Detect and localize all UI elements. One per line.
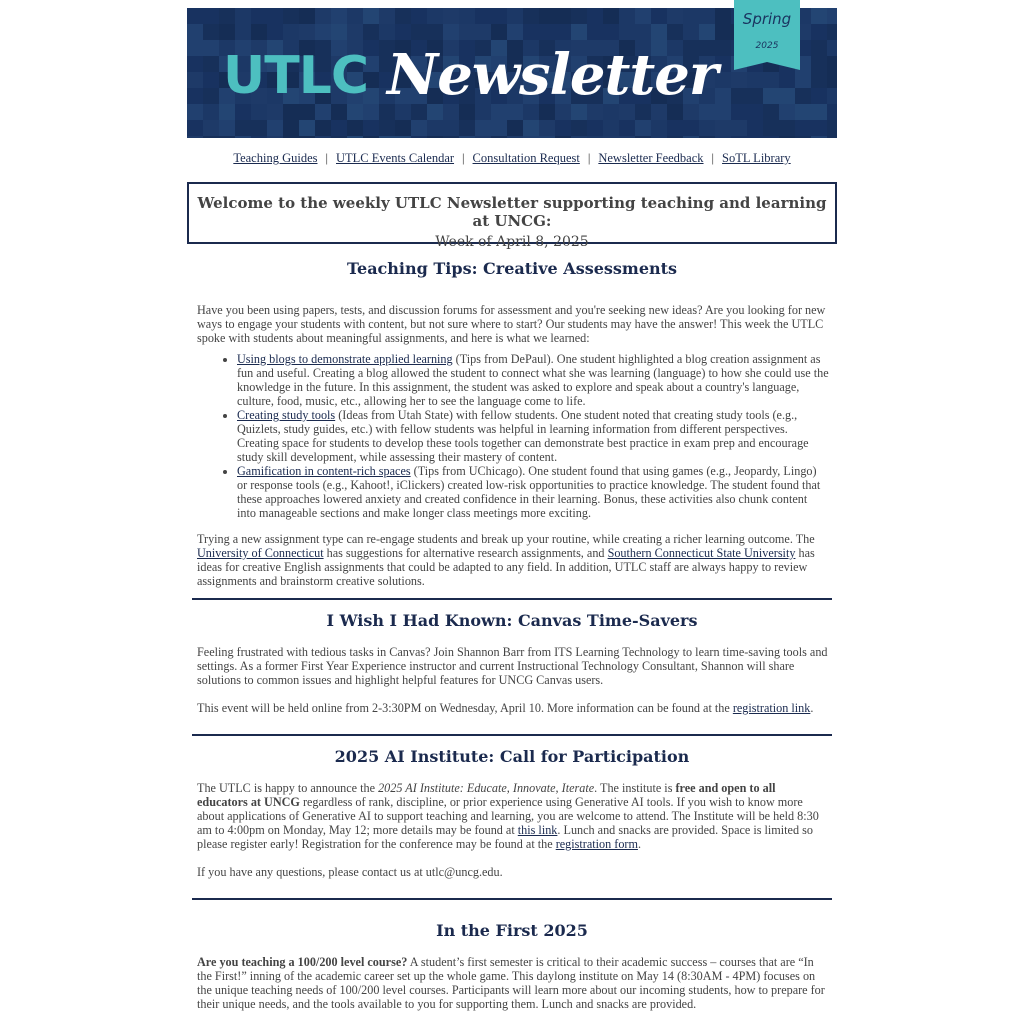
ai-institute-title: 2025 AI Institute: Educate, Innovate, Iterate — [378, 781, 595, 795]
banner-tile — [811, 56, 827, 72]
banner-tile — [523, 24, 539, 40]
banner-tile — [555, 120, 571, 136]
banner-tile — [251, 104, 267, 120]
banner-tile — [539, 136, 555, 138]
banner-tile — [491, 136, 507, 138]
banner-tile — [203, 24, 219, 40]
banner-tile — [667, 136, 683, 138]
banner-tile — [507, 8, 523, 24]
top-nav — [187, 151, 837, 166]
banner-tile — [523, 136, 539, 138]
nav-separator: | — [462, 151, 465, 165]
banner-tile — [411, 120, 427, 136]
banner-tile — [651, 24, 667, 40]
banner-tile — [219, 24, 235, 40]
banner-tile — [363, 8, 379, 24]
banner-tile — [315, 104, 331, 120]
banner-tile — [587, 136, 603, 138]
banner-tile — [635, 24, 651, 40]
ai-text: . Lunch and snacks are provided. Space is limited so please register early! Registration for the conference may be found at the — [197, 823, 813, 851]
outro-text: has ideas for creative English assignments that could be adapted to any field. In addition, UTLC staff are always happy to review assignments and brainstorm creative solutions. — [197, 546, 815, 588]
banner-tile — [347, 104, 363, 120]
nav-consultation-request[interactable]: Consultation Request — [472, 151, 580, 165]
banner-tile — [347, 8, 363, 24]
banner-tile — [331, 136, 347, 138]
banner-tile — [299, 104, 315, 120]
banner-tile — [763, 104, 779, 120]
banner-tile — [811, 88, 827, 104]
banner-tile — [603, 8, 619, 24]
banner-tile — [827, 104, 837, 120]
banner-tile — [411, 136, 427, 138]
banner-tile — [283, 136, 299, 138]
banner-tile — [827, 88, 837, 104]
ai-registration-form-link[interactable]: registration form — [555, 837, 638, 851]
banner-tile — [251, 24, 267, 40]
banner-tile — [683, 24, 699, 40]
banner-tile — [539, 120, 555, 136]
banner-tile — [363, 136, 379, 138]
banner-tile — [219, 104, 235, 120]
ai-institute-paragraph — [197, 781, 829, 851]
banner-tile — [267, 120, 283, 136]
banner-tile — [315, 8, 331, 24]
banner-tile — [475, 136, 491, 138]
nav-events-calendar[interactable]: UTLC Events Calendar — [336, 151, 455, 165]
banner-tile — [539, 24, 555, 40]
banner-tile — [459, 120, 475, 136]
banner-tile — [267, 104, 283, 120]
banner-tile — [747, 72, 763, 88]
banner-tile — [283, 104, 299, 120]
banner-tile — [779, 72, 795, 88]
banner-tile — [811, 40, 827, 56]
ai-institute-heading: 2025 AI Institute: Call for Participation — [334, 747, 690, 766]
banner-tile — [571, 24, 587, 40]
banner-tile — [379, 8, 395, 24]
banner-tile — [315, 24, 331, 40]
banner-tile — [251, 120, 267, 136]
banner-tile — [667, 8, 683, 24]
banner-tile — [187, 24, 203, 40]
season-label: Spring — [742, 10, 792, 28]
banner-tile — [203, 88, 219, 104]
list-item — [237, 352, 829, 408]
banner-tile — [443, 24, 459, 40]
banner-tile — [187, 136, 203, 138]
banner-tile — [715, 104, 731, 120]
banner-tile — [187, 88, 203, 104]
banner-tile — [635, 136, 651, 138]
banner-tile — [747, 136, 763, 138]
banner-tile — [331, 8, 347, 24]
nav-teaching-guides[interactable]: Teaching Guides — [233, 151, 318, 165]
ai-text: The UTLC is happy to announce the — [197, 781, 379, 795]
banner-tile — [347, 24, 363, 40]
banner-tile — [443, 120, 459, 136]
banner-tile — [811, 72, 827, 88]
season-year: 2025 — [755, 41, 779, 51]
banner-tile — [315, 120, 331, 136]
banner-tile — [731, 88, 747, 104]
banner-tile — [699, 120, 715, 136]
banner-tile — [555, 24, 571, 40]
banner-tile — [571, 136, 587, 138]
ai-text: . The institute is — [594, 781, 676, 795]
banner-tile — [395, 120, 411, 136]
banner-tile — [395, 8, 411, 24]
banner-tile — [475, 120, 491, 136]
teaching-tips-intro: Have you been using papers, tests, and discussion forums for assessment and you're seeking new ideas? Are you looking for new ways to engage your students with content, but not sure where to start? Our students may have the answer! This week the UTLC spoke with students about meaningful assignments, and here is what we learned: — [197, 303, 826, 345]
banner-tile — [587, 120, 603, 136]
nav-separator: | — [711, 151, 715, 165]
banner-tile — [299, 120, 315, 136]
banner-tile — [347, 136, 363, 138]
banner-tile — [747, 104, 763, 120]
banner-tile — [779, 136, 795, 138]
banner-tile — [619, 120, 635, 136]
canvas-event-end: . — [810, 701, 814, 715]
banner-tile — [827, 8, 837, 24]
list-item — [237, 464, 829, 520]
banner-tile — [603, 136, 619, 138]
banner-tile — [491, 8, 507, 24]
welcome-week: Week of April 8, 2025 — [435, 234, 589, 250]
banner-tile — [795, 120, 811, 136]
banner-tile — [715, 24, 731, 40]
banner-tile — [187, 104, 203, 120]
banner-tile — [395, 24, 411, 40]
banner-tile — [475, 24, 491, 40]
banner-tile — [715, 40, 731, 56]
teaching-tips-body — [197, 303, 829, 588]
banner-tile — [187, 56, 203, 72]
teaching-tips-outro — [197, 532, 829, 588]
banner-tile — [539, 8, 555, 24]
banner-tile — [379, 24, 395, 40]
banner-tile — [331, 104, 347, 120]
banner-tile — [443, 136, 459, 138]
canvas-event-paragraph — [197, 701, 829, 715]
banner-tile — [651, 136, 667, 138]
banner-tile — [731, 136, 747, 138]
list-item-text: (Tips from DePaul). One student highlighted a blog creation assignment as fun and useful. Creating a blog allowed the student to connect what she was learning (language) to how she could use the knowledge in the future. In this assignment, the student was asked to explore and speak about a country's language, culture, food, music, etc., allowing her to see the language come to life. — [237, 352, 829, 408]
list-item — [237, 408, 829, 464]
banner-tile — [699, 24, 715, 40]
banner-tile — [571, 8, 587, 24]
banner-tile — [203, 72, 219, 88]
banner-tile — [555, 8, 571, 24]
in-the-first-body — [197, 955, 829, 1011]
gamification-link[interactable]: Gamification in content-rich spaces — [237, 464, 411, 478]
banner-tile — [379, 136, 395, 138]
banner-tile — [795, 88, 811, 104]
banner-tile — [331, 24, 347, 40]
banner-tile — [379, 120, 395, 136]
banner-tile — [187, 120, 203, 136]
banner-tile — [587, 8, 603, 24]
canvas-heading: I Wish I Had Known: Canvas Time-Savers — [326, 611, 698, 630]
banner-tile — [715, 120, 731, 136]
banner-tile — [491, 24, 507, 40]
banner-tile — [219, 136, 235, 138]
banner-tile — [427, 8, 443, 24]
banner-tile — [235, 136, 251, 138]
list-item-text: (Ideas from Utah State) with fellow students. One student noted that creating study tools (e.g., Quizlets, study guides, etc.) with fellow students was helpful in learning information from different perspectives. Creating space for students to develop these tools together can demonstrate best practice in exam prep and encourage study skill development, while assessing their mastery of content. — [237, 408, 809, 464]
banner-tile — [347, 120, 363, 136]
banner-tile — [523, 120, 539, 136]
section-divider — [192, 898, 832, 900]
banner-tile — [603, 120, 619, 136]
ai-contact: If you have any questions, please contact us at utlc@uncg.edu. — [197, 865, 503, 879]
banner-tile — [731, 104, 747, 120]
banner-tile — [827, 120, 837, 136]
banner-tile — [235, 120, 251, 136]
nav-sotl-library[interactable]: SoTL Library — [722, 151, 791, 165]
banner-tile — [219, 120, 235, 136]
banner-tile — [795, 72, 811, 88]
banner-tile — [443, 8, 459, 24]
banner-tile — [779, 104, 795, 120]
banner-tile — [283, 24, 299, 40]
canvas-paragraph: Feeling frustrated with tedious tasks in Canvas? Join Shannon Barr from ITS Learning Technology to learn time-saving tools and settings. As a former First Year Experience instructor and current Instructional Technology Consultant, Shannon will share solutions to common issues and highlight helpful features for UNCG Canvas users. — [197, 645, 828, 687]
banner-tile — [587, 24, 603, 40]
banner-tile — [827, 136, 837, 138]
banner-tile — [667, 120, 683, 136]
banner-tile — [811, 24, 827, 40]
ai-institute-body — [197, 781, 829, 879]
banner-tile — [683, 8, 699, 24]
canvas-body — [197, 645, 829, 715]
banner-tile — [619, 8, 635, 24]
banner-tile — [779, 88, 795, 104]
banner-tile — [395, 136, 411, 138]
banner-tile — [715, 72, 731, 88]
study-tools-link[interactable]: Creating study tools — [237, 408, 336, 422]
banner-tile — [827, 40, 837, 56]
banner-tile — [363, 104, 379, 120]
banner-tile — [315, 136, 331, 138]
banner-tile — [651, 120, 667, 136]
banner-tile — [203, 40, 219, 56]
welcome-box — [187, 182, 837, 250]
banner-tile — [747, 88, 763, 104]
teaching-tips-list — [197, 352, 829, 520]
banner-tile — [651, 8, 667, 24]
banner-tile — [731, 120, 747, 136]
uconn-link[interactable]: University of Connecticut — [197, 546, 324, 560]
banner-tile — [763, 136, 779, 138]
banner-tile — [619, 136, 635, 138]
banner-tile — [811, 120, 827, 136]
banner-tile — [203, 8, 219, 24]
ai-text: regardless of rank, discipline, or prior experience using Generative AI tools. If you wish to know more about applications of Generative AI to support teaching and learning, you are welcome to attend. The Institute will be held 8:30 am to 4:00pm on Monday, May 12; more details may be found at — [197, 795, 819, 837]
banner-tile — [811, 8, 827, 24]
banner-tile — [219, 8, 235, 24]
banner-tile — [827, 56, 837, 72]
in-the-first-heading: In the First 2025 — [436, 921, 588, 940]
banner-tile — [267, 136, 283, 138]
in-the-first-question: Are you teaching a 100/200 level course? — [197, 955, 408, 969]
banner-tile — [411, 24, 427, 40]
banner-tile — [635, 8, 651, 24]
banner-tile — [715, 56, 731, 72]
banner-tile — [427, 120, 443, 136]
nav-newsletter-feedback[interactable]: Newsletter Feedback — [598, 151, 704, 165]
nav-separator: | — [587, 151, 591, 165]
banner-tile — [827, 72, 837, 88]
banner-tile — [571, 120, 587, 136]
banner-tile — [235, 24, 251, 40]
banner-tile — [299, 136, 315, 138]
banner-tile — [203, 120, 219, 136]
banner-tile — [603, 24, 619, 40]
nav-separator: | — [325, 151, 328, 165]
banner-tile — [699, 8, 715, 24]
banner-tile — [507, 120, 523, 136]
banner-tile — [203, 56, 219, 72]
banner-tile — [779, 120, 795, 136]
banner-tile — [811, 136, 827, 138]
banner-tile — [267, 8, 283, 24]
blogs-link[interactable]: Using blogs to demonstrate applied learning — [237, 352, 453, 366]
banner-tile — [235, 104, 251, 120]
banner-tile — [459, 8, 475, 24]
banner-tile — [763, 88, 779, 104]
banner-tile — [235, 8, 251, 24]
ai-free-open: free and open to all educators at UNCG — [197, 781, 776, 809]
ai-this-link[interactable]: this link — [517, 823, 558, 837]
banner-tile — [331, 120, 347, 136]
banner-tile — [283, 120, 299, 136]
banner-tile — [507, 136, 523, 138]
banner-tile — [459, 136, 475, 138]
banner-tile — [187, 40, 203, 56]
banner-tile — [763, 72, 779, 88]
banner-tile — [699, 136, 715, 138]
banner-tile — [475, 8, 491, 24]
banner-tile — [811, 104, 827, 120]
banner-tile — [427, 136, 443, 138]
banner-tile — [763, 120, 779, 136]
in-the-first-text: A student’s first semester is critical to their academic success – courses that are “In the First!” inning of the academic career set up the whole game. This daylong institute on May 14 (8:30AM - 4PM) focuses on the unique teaching needs of 100/200 level courses. Participants will learn more about our incoming students, how to prepare for their unique needs, and the tools available to you for supporting them. Lunch and snacks are provided. — [197, 955, 825, 1011]
season-ribbon — [734, 0, 800, 70]
canvas-event-text: This event will be held online from 2-3:30PM on Wednesday, April 10. More information can be found at the — [197, 701, 733, 715]
ai-text: . — [637, 837, 641, 851]
banner-tile — [683, 120, 699, 136]
banner-tile — [555, 136, 571, 138]
banner-tile — [635, 120, 651, 136]
banner-tile — [667, 24, 683, 40]
banner-tile — [507, 24, 523, 40]
banner-tile — [363, 24, 379, 40]
banner-tile — [747, 120, 763, 136]
banner-tile — [619, 24, 635, 40]
banner-tile — [459, 24, 475, 40]
banner-tile — [827, 24, 837, 40]
banner-tile — [491, 120, 507, 136]
canvas-registration-link[interactable]: registration link — [732, 701, 811, 715]
banner-tile — [187, 72, 203, 88]
banner-tile — [523, 8, 539, 24]
banner-tile — [715, 8, 731, 24]
outro-text: has suggestions for alternative research assignments, and — [323, 546, 608, 560]
in-the-first-paragraph — [197, 955, 829, 1011]
banner-tile — [283, 8, 299, 24]
banner-tile — [299, 8, 315, 24]
banner-tile — [267, 24, 283, 40]
banner-tile — [427, 24, 443, 40]
banner-tile — [251, 136, 267, 138]
banner-tile — [251, 8, 267, 24]
banner-tile — [411, 8, 427, 24]
banner-title-utlc: UTLC — [223, 46, 368, 106]
banner-tile — [187, 8, 203, 24]
banner-tile — [715, 136, 731, 138]
banner-title-newsletter: Newsletter — [387, 42, 718, 108]
banner-tile — [203, 136, 219, 138]
banner-tile — [299, 24, 315, 40]
banner-tile — [203, 104, 219, 120]
teaching-tips-heading: Teaching Tips: Creative Assessments — [346, 259, 678, 278]
banner-tile — [683, 136, 699, 138]
list-item-text: (Tips from UChicago). One student found that using games (e.g., Jeopardy, Lingo) or response tools (e.g., Kahoot!, iClickers) created low-risk opportunities to practice knowledge. The student found that these approaches lowered anxiety and created confidence in their learning. Bonus, these activities also chunk content into manageable sections and make longer class meetings more exciting. — [237, 464, 821, 520]
banner-tile — [715, 88, 731, 104]
banner-tile — [795, 104, 811, 120]
section-divider — [192, 598, 832, 600]
banner-tile — [731, 72, 747, 88]
section-divider — [192, 734, 832, 736]
scsu-link[interactable]: Southern Connecticut State University — [607, 546, 796, 560]
welcome-heading: Welcome to the weekly UTLC Newsletter supporting teaching and learning at UNCG: — [197, 194, 827, 230]
banner-tile — [363, 120, 379, 136]
banner-tile — [795, 136, 811, 138]
outro-text: Trying a new assignment type can re-engage students and break up your routine, while creating a richer learning outcome. The — [197, 532, 815, 546]
